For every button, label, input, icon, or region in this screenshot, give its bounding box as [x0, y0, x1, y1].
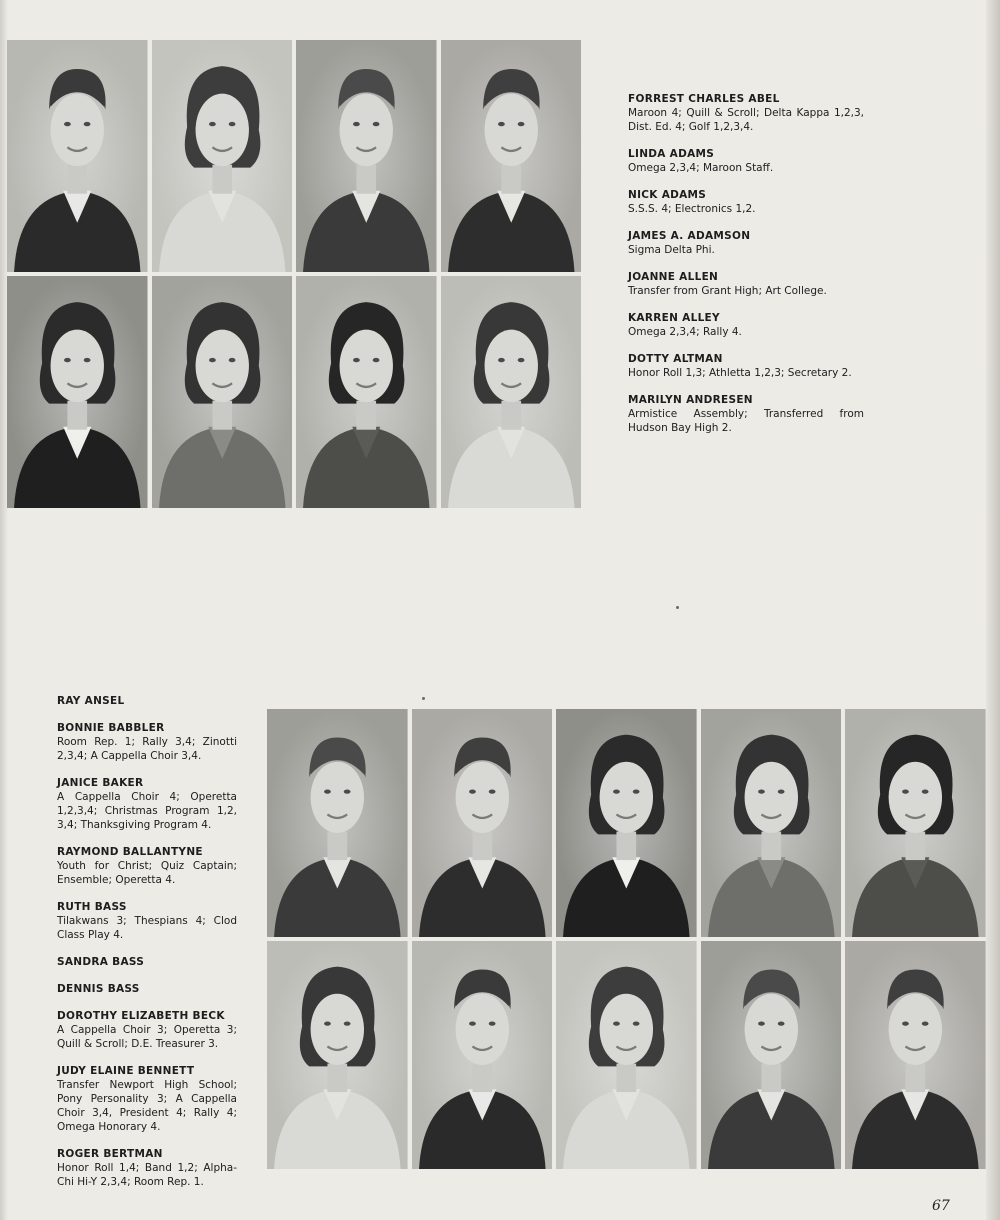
student-entry [628, 393, 864, 435]
student-portrait [412, 941, 553, 1169]
student-activities: Armistice Assembly; Transferred from Hudson Bay High 2. [628, 408, 864, 434]
student-activities: Transfer Newport High School; Pony Personality 3; A Cappella Choir 3,4, President 4; Rally 4; Omega Honorary 4. [57, 1079, 237, 1133]
student-portrait [7, 276, 148, 508]
student-entry [57, 776, 237, 832]
page-number: 67 [932, 1198, 950, 1214]
portrait-grid-bottom [267, 709, 986, 1169]
student-activities: Honor Roll 1,4; Band 1,2; Alpha-Chi Hi-Y 2,3,4; Room Rep. 1. [57, 1162, 237, 1188]
student-activities: A Cappella Choir 3; Operetta 3; Quill & Scroll; D.E. Treasurer 3. [57, 1024, 237, 1050]
student-portrait [701, 709, 842, 937]
student-portrait [556, 941, 697, 1169]
student-name: NICK ADAMS [628, 189, 707, 201]
student-activities: Maroon 4; Quill & Scroll; Delta Kappa 1,2,3, Dist. Ed. 4; Golf 1,2,3,4. [628, 107, 864, 133]
binding-gutter [986, 0, 1000, 1220]
student-name: FORREST CHARLES ABEL [628, 93, 780, 105]
student-portrait [7, 40, 148, 272]
student-entry [57, 1064, 237, 1134]
student-name: MARILYN ANDRESEN [628, 394, 753, 406]
student-activities: Tilakwans 3; Thespians 4; Clod Class Play 4. [57, 915, 237, 941]
student-name: RAY ANSEL [57, 695, 125, 707]
student-name: JAMES A. ADAMSON [628, 230, 751, 242]
student-name: BONNIE BABBLER [57, 722, 165, 734]
print-speck [676, 606, 679, 609]
student-name: DOTTY ALTMAN [628, 353, 723, 365]
student-entry [628, 270, 864, 298]
student-entry [57, 694, 237, 708]
student-name: RUTH BASS [57, 901, 127, 913]
student-name: SANDRA BASS [57, 956, 145, 968]
student-activities: Omega 2,3,4; Maroon Staff. [628, 162, 774, 174]
student-name: KARREN ALLEY [628, 312, 720, 324]
student-name: ROGER BERTMAN [57, 1148, 163, 1160]
student-entry [57, 982, 237, 996]
student-portrait [296, 276, 437, 508]
student-entry [628, 188, 864, 216]
student-activities: Omega 2,3,4; Rally 4. [628, 326, 742, 338]
student-entry [628, 352, 864, 380]
student-entry [57, 721, 237, 763]
student-portrait [412, 709, 553, 937]
student-portrait [152, 276, 293, 508]
student-name: JANICE BAKER [57, 777, 144, 789]
student-entry [57, 1009, 237, 1051]
student-portrait [267, 709, 408, 937]
student-portrait [845, 709, 986, 937]
student-activities: Room Rep. 1; Rally 3,4; Zinotti 2,3,4; A Cappella Choir 3,4. [57, 736, 237, 762]
student-name: JUDY ELAINE BENNETT [57, 1065, 195, 1077]
student-entry [628, 229, 864, 257]
student-activities: A Cappella Choir 4; Operetta 1,2,3,4; Christmas Program 1,2, 3,4; Thanksgiving Program 4. [57, 791, 237, 831]
student-entry [57, 955, 237, 969]
caption-list-top [628, 92, 864, 448]
student-entry [628, 311, 864, 339]
student-entry [57, 900, 237, 942]
student-activities: S.S.S. 4; Electronics 1,2. [628, 203, 756, 215]
student-activities: Youth for Christ; Quiz Captain; Ensemble; Operetta 4. [57, 860, 237, 886]
student-name: LINDA ADAMS [628, 148, 715, 160]
student-name: JOANNE ALLEN [628, 271, 719, 283]
student-portrait [441, 40, 582, 272]
student-entry [57, 1147, 237, 1189]
student-activities: Sigma Delta Phi. [628, 244, 715, 256]
caption-list-bottom [57, 694, 237, 1202]
student-portrait [701, 941, 842, 1169]
student-activities: Honor Roll 1,3; Athletta 1,2,3; Secretary 2. [628, 367, 852, 379]
student-portrait [441, 276, 582, 508]
student-portrait [152, 40, 293, 272]
student-entry [628, 147, 864, 175]
student-portrait [296, 40, 437, 272]
print-speck [422, 697, 425, 700]
student-entry [628, 92, 864, 134]
student-activities: Transfer from Grant High; Art College. [628, 285, 827, 297]
student-name: RAYMOND BALLANTYNE [57, 846, 203, 858]
student-portrait [845, 941, 986, 1169]
student-portrait [267, 941, 408, 1169]
student-name: DENNIS BASS [57, 983, 140, 995]
portrait-grid-top [7, 40, 581, 508]
student-portrait [556, 709, 697, 937]
student-entry [57, 845, 237, 887]
student-name: DOROTHY ELIZABETH BECK [57, 1010, 225, 1022]
